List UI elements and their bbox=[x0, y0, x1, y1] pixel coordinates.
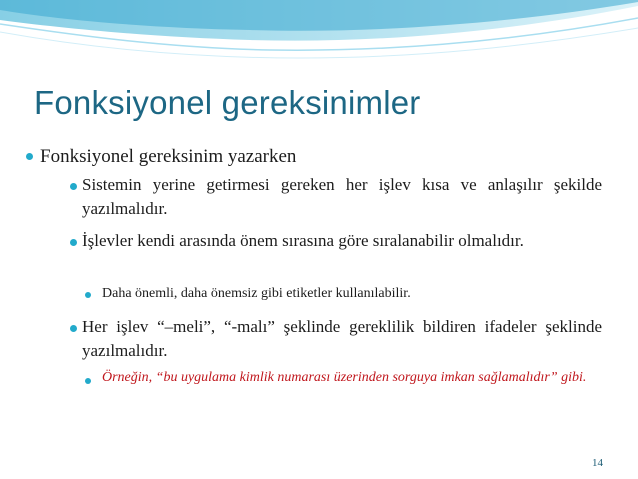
bullet-dot bbox=[85, 292, 91, 298]
bullet-dot bbox=[70, 239, 77, 246]
example-text: Örneğin, “bu uygulama kimlik numarası üzerinden sorguya imkan sağlamalıdır” gibi. bbox=[102, 370, 587, 385]
bullet-level2: Sistemin yerine getirmesi gereken her işlev kısa ve anlaşılır şekilde yazılmalıdır. bbox=[82, 175, 602, 218]
header-wave-decoration bbox=[0, 0, 638, 80]
bullet-dot bbox=[70, 325, 77, 332]
bullet-level2: Her işlev “–meli”, “-malı” şeklinde gereklilik bildiren ifadeler şeklinde yazılmalıdır. bbox=[82, 317, 602, 360]
bullet-level1: Fonksiyonel gereksinim yazarken bbox=[40, 146, 297, 167]
bullet-dot bbox=[70, 183, 77, 190]
page-number: 14 bbox=[592, 457, 603, 469]
bullet-level2: İşlevler kendi arasında önem sırasına göre sıralanabilir olmalıdır. bbox=[82, 231, 524, 250]
bullet-dot bbox=[85, 378, 91, 384]
bullet-dot bbox=[26, 153, 33, 160]
slide-title: Fonksiyonel gereksinimler bbox=[34, 84, 421, 121]
bullet-level3: Daha önemli, daha önemsiz gibi etiketler kullanılabilir. bbox=[102, 286, 411, 301]
